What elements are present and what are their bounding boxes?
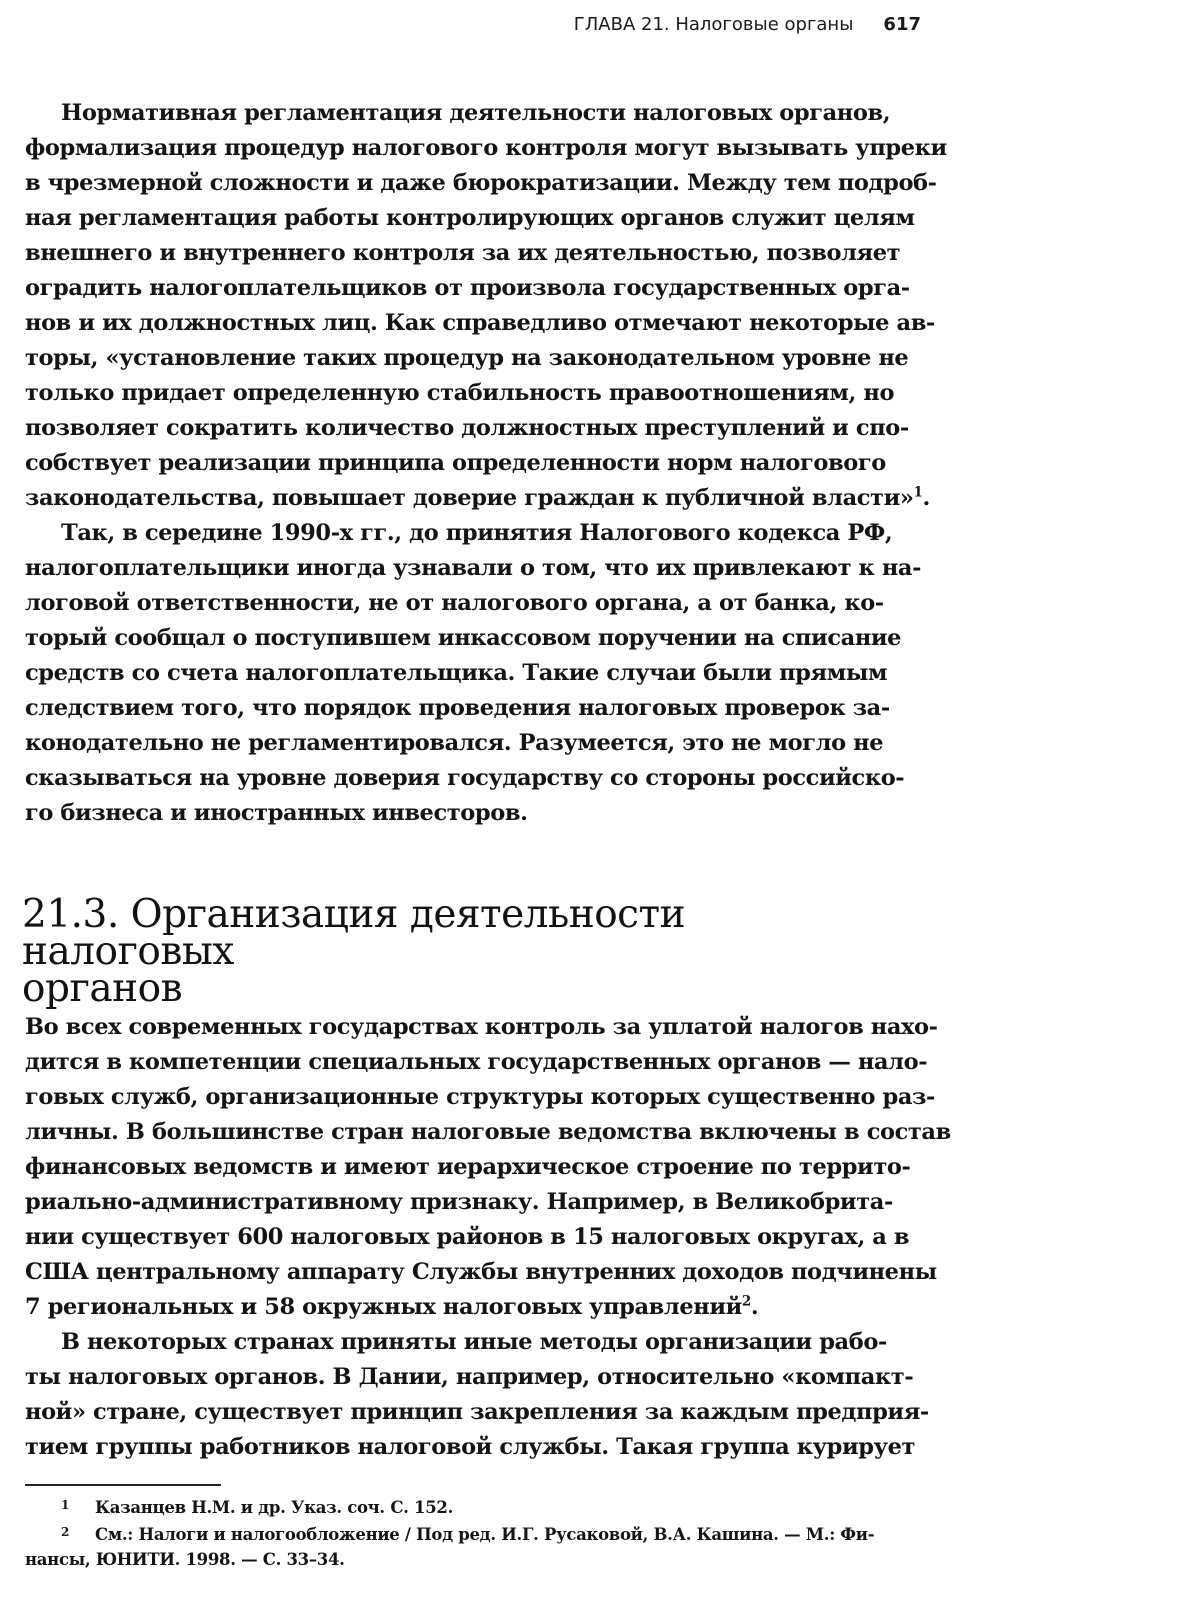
footnote-1 — [25, 1492, 859, 1519]
line-end: . — [922, 485, 930, 511]
text-line: финансовых ведомств и имеют иерархическое строение по террито- — [25, 1154, 911, 1180]
text-line: налогоплательщики иногда узнавали о том, что их привлекают к на- — [25, 555, 922, 581]
paragraph-4 — [25, 1325, 929, 1465]
paragraph-3 — [25, 1010, 951, 1325]
text-line: ты налоговых органов. В Дании, например, относительно «компакт- — [25, 1364, 914, 1390]
chapter-title: ГЛАВА 21. Налоговые органы — [573, 14, 854, 35]
section-title-line-2: органов — [22, 966, 183, 1011]
text-line: нии существует 600 налоговых районов в 15 налоговых округах, а в — [25, 1224, 910, 1250]
footnote-ref-2[interactable]: 2 — [741, 1293, 751, 1310]
running-head — [574, 14, 921, 35]
paragraph-1 — [25, 96, 947, 516]
text-line: следствием того, что порядок проведения налоговых проверок за- — [25, 695, 890, 721]
paragraph-2 — [25, 516, 922, 831]
footnote-mark: 2 — [61, 1525, 70, 1539]
section-heading — [22, 892, 882, 1011]
footnote-text: Казанцев Н.М. и др. Указ. соч. С. 152. — [95, 1498, 454, 1517]
line-text: законодательства, повышает доверие граждан к публичной власти» — [25, 485, 914, 511]
text-line: Во всех современных государствах контроль за уплатой налогов нахо- — [25, 1014, 938, 1040]
footnote-text: См.: Налоги и налогообложение / Под ред. И.Г. Русаковой, В.А. Кашина. — М.: Фи- — [95, 1525, 875, 1544]
text-line: только придает определенную стабильность правоотношениям, но — [25, 380, 895, 406]
text-line: В некоторых странах приняты иные методы организации рабо- — [61, 1329, 887, 1355]
page-number: 617 — [883, 14, 921, 35]
text-line: торый сообщал о поступившем инкассовом поручении на списание — [25, 625, 902, 651]
section-number: 21.3. — [22, 892, 119, 937]
section-title-line-1: Организация деятельности налоговых — [22, 892, 686, 974]
text-line: сказываться на уровне доверия государству со стороны российско- — [25, 765, 905, 791]
text-line: США центральному аппарату Службы внутренних доходов подчинены — [25, 1259, 937, 1285]
footnote-mark: 1 — [61, 1498, 70, 1512]
footnote-2-continued: нансы, ЮНИТИ. 1998. — С. 33–34. — [25, 1550, 345, 1569]
text-line: личны. В большинстве стран налоговые ведомства включены в состав — [25, 1119, 951, 1145]
line-end: . — [750, 1294, 759, 1320]
text-line: ная регламентация работы контролирующих органов служит целям — [25, 205, 915, 231]
text-line — [25, 1290, 859, 1325]
text-line: торы, «установление таких процедур на законодательном уровне не — [25, 345, 909, 371]
text-line: в чрезмерной сложности и даже бюрократизации. Между тем подроб- — [25, 170, 937, 196]
line-text: 7 региональных и 58 окружных налоговых управлений — [25, 1294, 742, 1320]
text-line — [25, 481, 930, 516]
text-line: средств со счета налогоплательщика. Такие случаи были прямым — [25, 660, 888, 686]
text-line: Нормативная регламентация деятельности налоговых органов, — [61, 100, 891, 126]
text-line: конодательно не регламентировался. Разумеется, это не могло не — [25, 730, 884, 756]
text-line: риально-административному признаку. Например, в Великобрита- — [25, 1189, 893, 1215]
text-line: формализация процедур налогового контроля могут вызывать упреки — [25, 135, 947, 161]
footnotes — [25, 1492, 875, 1573]
text-line: говых служб, организационные структуры которых существенно раз- — [25, 1084, 935, 1110]
text-line: го бизнеса и иностранных инвесторов. — [25, 800, 528, 826]
footnote-2 — [25, 1519, 875, 1546]
text-line: внешнего и внутреннего контроля за их деятельностью, позволяет — [25, 240, 901, 266]
text-line: тием группы работников налоговой службы. Такая группа курирует — [25, 1434, 916, 1460]
footnote-ref-1[interactable]: 1 — [913, 484, 923, 501]
text-line: позволяет сократить количество должностных преступлений и спо- — [25, 415, 909, 441]
text-line: собствует реализации принципа определенности норм налогового — [25, 450, 886, 476]
footnote-divider — [25, 1484, 221, 1486]
text-line: Так, в середине 1990-х гг., до принятия Налогового кодекса РФ, — [61, 520, 893, 546]
text-line: нов и их должностных лиц. Как справедливо отмечают некоторые ав- — [25, 310, 935, 336]
text-line: логовой ответственности, не от налогового органа, а от банка, ко- — [25, 590, 884, 616]
text-line: дится в компетенции специальных государственных органов — нало- — [25, 1049, 928, 1075]
text-line: оградить налогоплательщиков от произвола государственных орга- — [25, 275, 910, 301]
text-line: ной» стране, существует принцип закрепления за каждым предприя- — [25, 1399, 929, 1425]
